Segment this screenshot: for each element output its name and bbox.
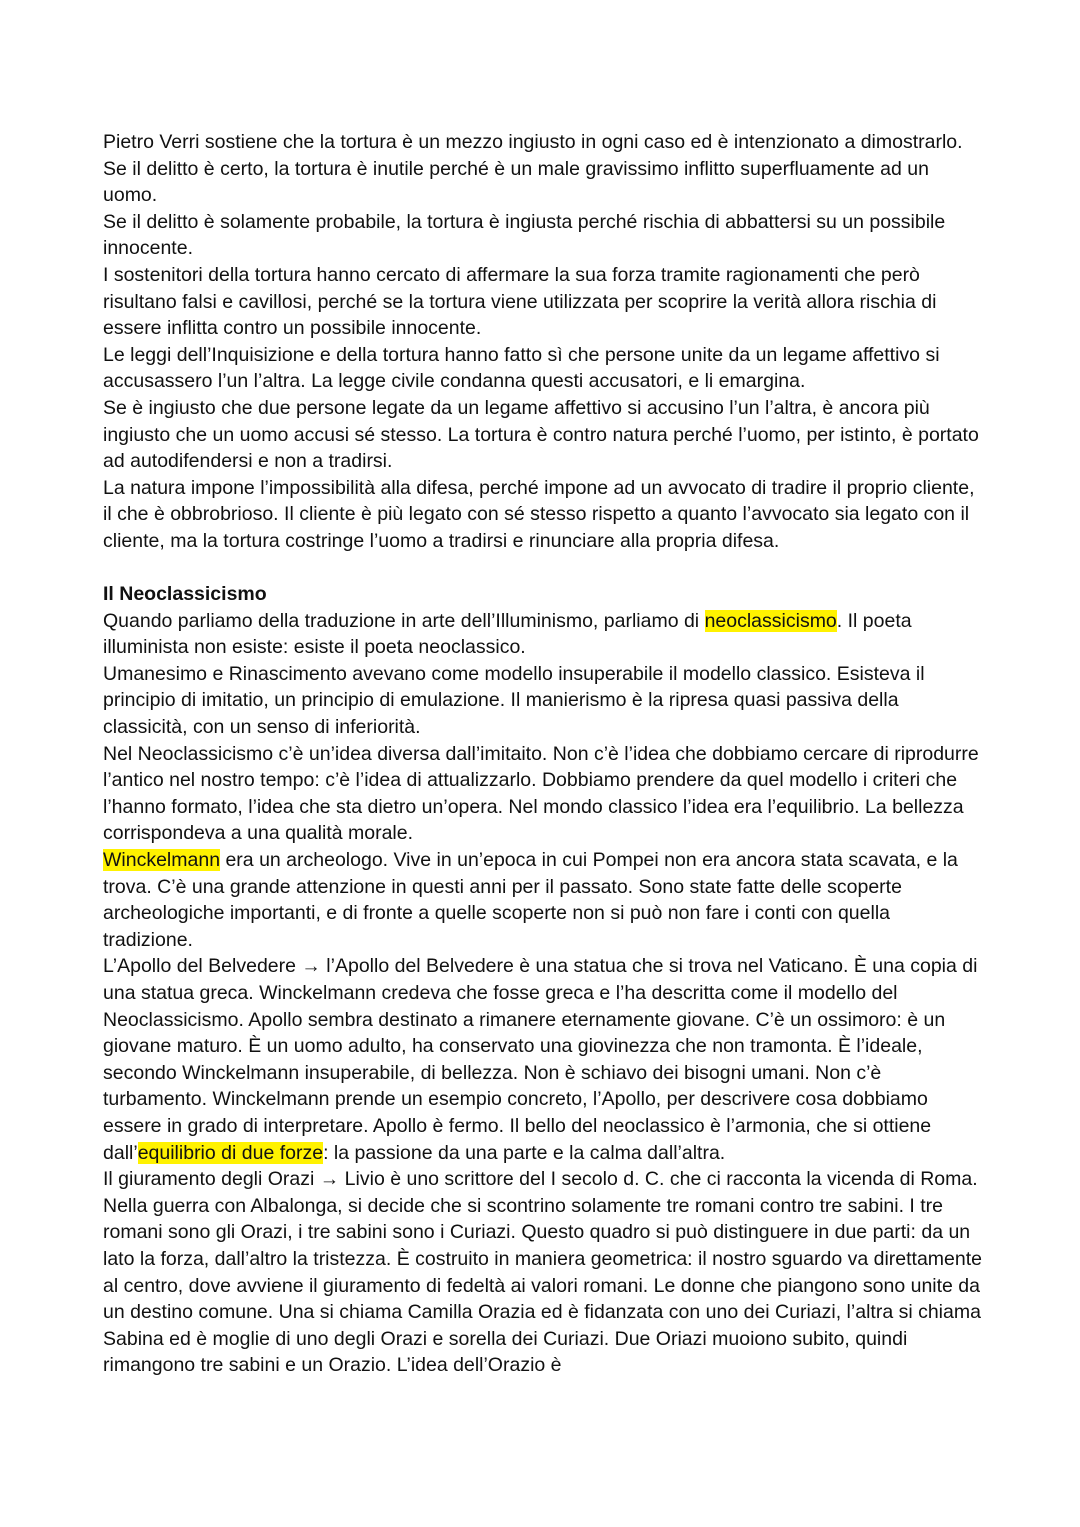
neo-p5-text-before: L’Apollo del Belvedere → l’Apollo del Belvedere è una statua che si trova nel Vaticano. È una copia di una statua greca. Winckelmann credeva che fosse greca e l’ha descritta come il modello del Neoclassicismo. Apollo sembra destinato a rimanere eternamente giovane. C’è un ossimoro: è un giovane maturo. È un uomo adulto, ha conservato una giovinezza che non tramonta. È l’ideale, secondo Winckelmann insuperabile, di bellezza. Non è schiavo dei bisogni umani. Non c’è turbamento. Winckelmann prende un esempio concreto, l’Apollo, per descrivere cosa dobbiamo essere in grado di interpretare. Apollo è fermo. Il bello del neoclassico è l’armonia, che si ottiene dall’ bbox=[103, 955, 978, 1164]
document-page bbox=[103, 129, 983, 1379]
section-heading: Il Neoclassicismo bbox=[103, 583, 267, 606]
neo-p5-text-after: : la passione da una parte e la calma dall’altra. bbox=[323, 1141, 726, 1164]
neo-paragraph-6: Il giuramento degli Orazi → Livio è uno scrittore del I secolo d. C. che ci racconta la vicenda di Roma. Nella guerra con Albalonga, si decide che si scontrino solamente tre romani contro tre sabini. I tre romani sono gli Orazi, i tre sabini sono i Curiazi. Questo quadro si può distinguere in due parti: da un lato la forza, dall’altro la tristezza. È costruito in maniera geometrica: il nostro sguardo va direttamente al centro, dove avviene il giuramento di fedeltà ai valori romani. Le donne che piangono sono unite da un destino comune. Una si chiama Camilla Orazia ed è fidanzata con uno dei Curiazi, l’altra si chiama Sabina ed è moglie di uno degli Orazi e sorella dei Curiazi. Due Oriazi muoiono subito, quindi rimangono tre sabini e un Orazio. L’idea dell’Orazio è bbox=[103, 1168, 982, 1377]
intro-paragraph-2: Se il delitto è certo, la tortura è inutile perché è un male gravissimo inflitto superfluamente ad un uomo. bbox=[103, 157, 929, 207]
neo-paragraph-2: Umanesimo e Rinascimento avevano come modello insuperabile il modello classico. Esisteva il principio di imitatio, un principio di emulazione. Il manierismo è la ripresa quasi passiva della classicità, con un senso di inferiorità. bbox=[103, 662, 925, 739]
neo-paragraph-3: Nel Neoclassicismo c’è un’idea diversa dall’imitaito. Non c’è l’idea che dobbiamo cercare di riprodurre l’antico nel nostro tempo: c’è l’idea di attualizzarlo. Dobbiamo prendere da quel modello i criteri che l’hanno formato, l’idea che sta dietro un’opera. Nel mondo classico l’idea era l’equilibrio. La bellezza corrispondeva a una qualità morale. bbox=[103, 742, 979, 845]
neo-paragraph-1 bbox=[103, 608, 983, 661]
intro-paragraph-6: Se è ingiusto che due persone legate da un legame affettivo si accusino l’un l’altra, è ancora più ingiusto che un uomo accusi sé stesso. La tortura è contro natura perché l’uomo, per istinto, è portato ad autodifendersi e non a tradirsi. bbox=[103, 396, 979, 473]
neo-paragraph-4 bbox=[103, 847, 983, 953]
neo-p4-text-after: era un archeologo. Vive in un’epoca in cui Pompei non era ancora stata scavata, e la trova. C’è una grande attenzione in questi anni per il passato. Sono state fatte delle scoperte archeologiche importanti, e di fronte a quelle scoperte non si può non fare i conti con quella tradizione. bbox=[103, 849, 958, 951]
neo-p1-text-before: Quando parliamo della traduzione in arte dell’Illuminismo, parliamo di bbox=[103, 609, 705, 632]
highlight-neoclassicismo: neoclassicismo bbox=[704, 609, 837, 632]
intro-paragraph-4: I sostenitori della tortura hanno cercato di affermare la sua forza tramite ragionamenti che però risultano falsi e cavillosi, perché se la tortura viene utilizzata per scoprire la verità allora rischia di essere inflitta contro un possibile innocente. bbox=[103, 263, 937, 340]
intro-paragraph-3: Se il delitto è solamente probabile, la tortura è ingiusta perché rischia di abbattersi su un possibile innocente. bbox=[103, 210, 946, 260]
neo-p1-text-after: . Il poeta illuminista non esiste: esiste il poeta neoclassico. bbox=[103, 609, 912, 659]
intro-paragraph-7: La natura impone l’impossibilità alla difesa, perché impone ad un avvocato di tradire il proprio cliente, il che è obbrobrioso. Il cliente è più legato con sé stesso rispetto a quanto l’avvocato sia legato con il cliente, ma la tortura costringe l’uomo a tradirsi e rinunciare alla propria difesa. bbox=[103, 476, 975, 552]
neo-paragraph-5 bbox=[103, 953, 983, 1166]
highlight-equilibrio: equilibrio di due forze bbox=[137, 1141, 324, 1164]
intro-paragraph-1: Pietro Verri sostiene che la tortura è un mezzo ingiusto in ogni caso ed è intenzionato a dimostrarlo. bbox=[103, 131, 963, 153]
highlight-winckelmann: Winckelmann bbox=[103, 849, 221, 872]
intro-paragraph-5: Le leggi dell’Inquisizione e della tortura hanno fatto sì che persone unite da un legame affettivo si accusassero l’un l’altra. La legge civile condanna questi accusatori, e li emargina. bbox=[103, 343, 940, 393]
section-spacer bbox=[103, 555, 983, 582]
